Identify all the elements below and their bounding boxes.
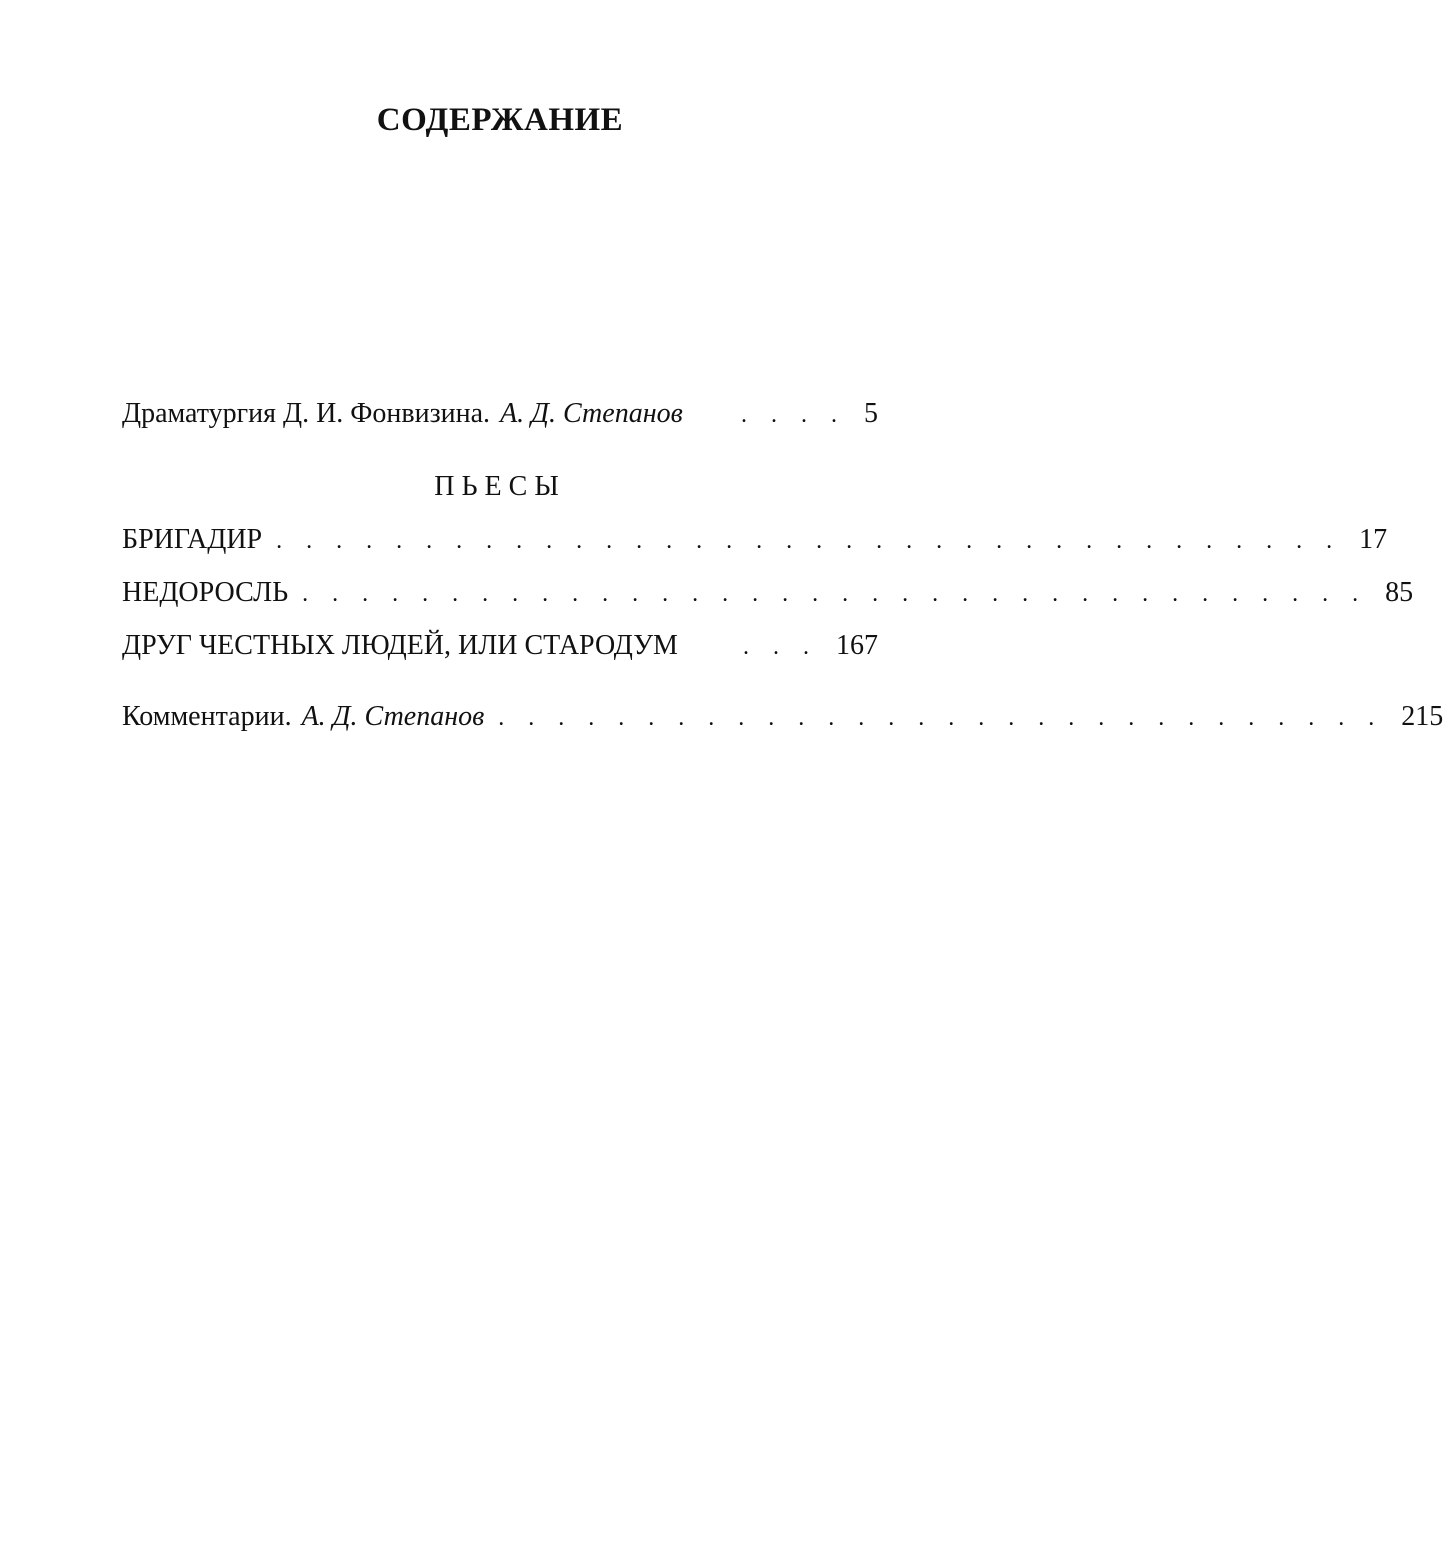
toc-page-number: 17 <box>1359 524 1388 555</box>
toc-entry-intro[interactable] <box>122 396 878 433</box>
toc-entry-title: БРИГАДИР <box>122 524 263 555</box>
toc-entry-starodum[interactable] <box>122 628 878 665</box>
toc-dot-leader: . . . . <box>741 402 846 428</box>
toc-entry-title: Комментарии. <box>122 701 292 732</box>
toc-page-number: 85 <box>1385 577 1414 608</box>
section-heading-plays: ПЬЕСЫ <box>434 471 566 502</box>
page-title: СОДЕРЖАНИЕ <box>376 102 624 138</box>
toc-page-number: 215 <box>1401 701 1443 732</box>
toc-dot-leader: . . . <box>743 634 818 660</box>
toc-entry-nedorosl[interactable] <box>122 575 1414 612</box>
toc-dot-leader: . . . . . . . . . . . . . . . . . . . . . . . . . . . . . . . . . . . . <box>276 528 1342 554</box>
toc-dot-leader: . . . . . . . . . . . . . . . . . . . . . . . . . . . . . . . . . . . . <box>302 581 1368 607</box>
toc-page-number: 5 <box>864 398 878 429</box>
toc-entry-comments[interactable] <box>122 699 1443 736</box>
toc-entry-author: А. Д. Степанов <box>500 398 683 429</box>
toc-entry-author: А. Д. Степанов <box>301 701 485 732</box>
toc-entry-title: Драматургия Д. И. Фонвизина. <box>122 398 491 429</box>
toc-entry-title: ДРУГ ЧЕСТНЫХ ЛЮДЕЙ, ИЛИ СТАРОДУМ <box>122 630 678 661</box>
toc-entry-title: НЕДОРОСЛЬ <box>122 577 289 608</box>
toc-entry-brigadir[interactable] <box>122 522 1388 559</box>
toc-page-number: 167 <box>836 630 878 661</box>
toc-dot-leader: . . . . . . . . . . . . . . . . . . . . . . . . . . . . . . <box>498 705 1384 731</box>
